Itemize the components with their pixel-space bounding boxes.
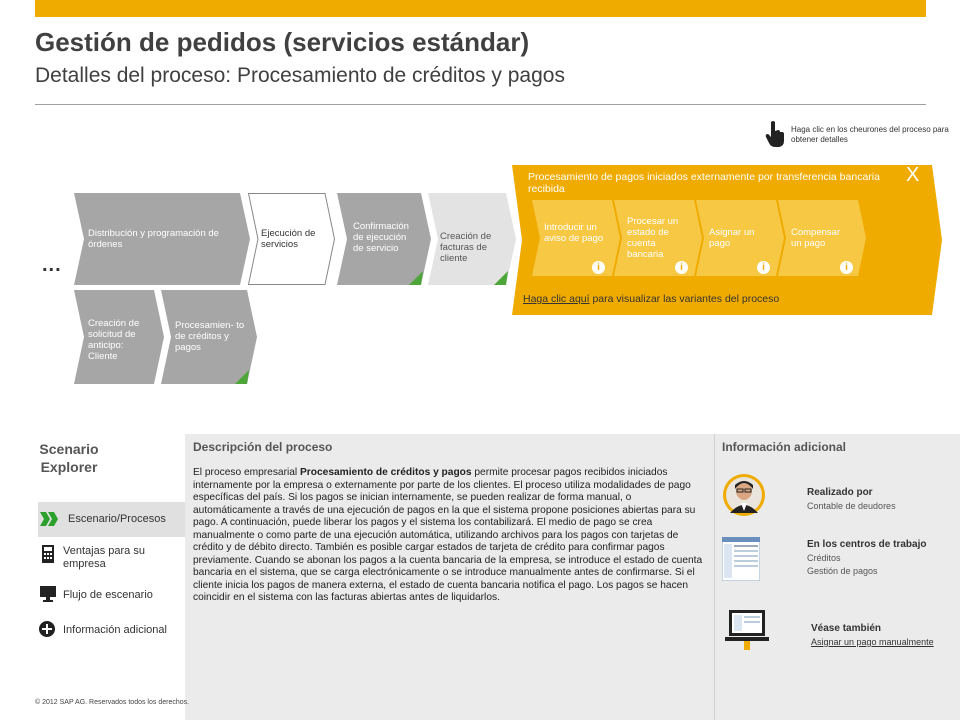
work-center-item: Gestión de pagos [807, 566, 878, 576]
work-center-item: Créditos [807, 553, 841, 563]
chevron-confirmacion[interactable] [337, 193, 431, 285]
nav-item-escenario[interactable] [38, 502, 188, 537]
chevron-label: Distribución y programación de órdenes [88, 228, 219, 250]
nav-item-label: Información adicional [63, 624, 167, 636]
double-chevron-icon [40, 512, 60, 526]
chevron-label: Ejecución de servicios [261, 228, 316, 250]
nav-item-informacion[interactable] [38, 620, 188, 642]
chevron-label: Procesamien- to de créditos y pagos [175, 320, 245, 353]
info-icon[interactable]: i [592, 261, 605, 274]
top-accent-bar [35, 0, 926, 17]
ellipsis-more[interactable]: ... [42, 254, 62, 276]
see-also-link[interactable]: Asignar un pago manualmente [811, 637, 934, 647]
step-introducir-aviso[interactable] [532, 200, 620, 276]
info-icon[interactable]: i [757, 261, 770, 274]
copyright-footer: © 2012 SAP AG. Reservados todos los derechos. [35, 699, 190, 706]
chevron-ejecucion[interactable] [248, 193, 335, 285]
close-icon[interactable]: X [906, 164, 920, 186]
user-avatar [722, 473, 766, 517]
variants-link-row [523, 293, 779, 305]
chevron-facturas[interactable] [428, 193, 516, 285]
see-also-title: Véase también [811, 623, 882, 634]
step-label: Procesar un estado de cuenta bancaria [627, 216, 679, 260]
step-asignar-pago[interactable] [696, 200, 784, 276]
chevron-label: Creación de facturas de cliente [440, 231, 492, 264]
info-icon[interactable]: i [840, 261, 853, 274]
nav-item-label: Flujo de escenario [63, 589, 153, 601]
hand-pointer-icon [765, 120, 787, 148]
hint-text: Haga clic en los cheurones del proceso para obtener detalles [791, 125, 949, 144]
description-lead: El proceso empresarial [193, 467, 301, 478]
chevron-distribucion[interactable] [74, 193, 250, 285]
work-centers-title: En los centros de trabajo [807, 539, 927, 550]
performed-by-title: Realizado por [807, 487, 873, 498]
chevron-procesamiento-creditos[interactable] [161, 290, 257, 384]
nav-item-label: Ventajas para su empresa [63, 545, 145, 570]
plus-circle-icon [39, 621, 55, 637]
calculator-icon [41, 545, 55, 563]
nav-item-flujo[interactable] [38, 585, 188, 607]
description-text [193, 467, 708, 605]
step-label: Compensar un pago [791, 227, 841, 249]
variants-link-suffix: para visualizar las variantes del proceso [589, 293, 780, 305]
explorer-title: Scenario Explorer [39, 441, 99, 475]
step-procesar-estado[interactable] [614, 200, 702, 276]
step-compensar-pago[interactable] [778, 200, 866, 276]
work-center-screenshot-icon [722, 537, 760, 581]
monitor-icon [40, 586, 56, 602]
description-bold: Procesamiento de créditos y pagos [300, 467, 472, 478]
info-icon[interactable]: i [675, 261, 688, 274]
nav-item-ventajas[interactable] [38, 543, 188, 575]
page-subtitle: Detalles del proceso: Procesamiento de créditos y pagos [35, 64, 565, 87]
description-body: permite procesar pagos recibidos iniciados internamente por la empresa o externamente por parte de los clientes. El proceso utiliza modalidades de pago específicas del país. Si los pagos se inician internamente, se pueden realizar de forma manual, o automáticamente a través de una ejecución de pagos en la que el sistema propone posiciones abiertas para su pago. A continuación, puede liberar los pagos y el sistema los contabilizará. El medio de pago se crea manualmente o como parte de una ejecución automática, utilizando archivos para los pagos con tarjetas de crédito y de débito directo. También es posible cargar estados de tarjeta de crédito para confirmar pagos previamente. Cuando se abonan los pagos a la cuenta bancaria de la empresa, se introduce el estado de cuenta bancaria en el sistema, que se carga electrónicamente o se introduce manualmente antes de confirmarse. Si el cliente inicia los pagos de manera externa, el estado de cuenta bancaria notifica el pago. Los pagos se hacen coincidir en el sistema con las facturas abiertas antes de liquidarlos. [193, 467, 703, 603]
nav-item-label: Escenario/Procesos [68, 513, 166, 525]
header-divider [35, 104, 926, 105]
chevron-label: Confirmación de ejecución de servicio [353, 221, 409, 254]
variants-link[interactable]: Haga clic aquí [523, 293, 590, 305]
additional-info-heading: Información adicional [722, 440, 847, 454]
chevron-anticipo[interactable] [74, 290, 164, 384]
page-title: Gestión de pedidos (servicios estándar) [35, 27, 530, 57]
detail-panel-title: Procesamiento de pagos iniciados externamente por transferencia bancaria recibida [528, 171, 880, 195]
laptop-icon [725, 610, 769, 650]
description-heading: Descripción del proceso [193, 440, 333, 454]
chevron-label: Creación de solicitud de anticipo: Cliente [88, 318, 140, 362]
performed-by-value: Contable de deudores [807, 501, 896, 511]
step-label: Asignar un pago [709, 227, 755, 249]
step-label: Introducir un aviso de pago [544, 222, 604, 244]
